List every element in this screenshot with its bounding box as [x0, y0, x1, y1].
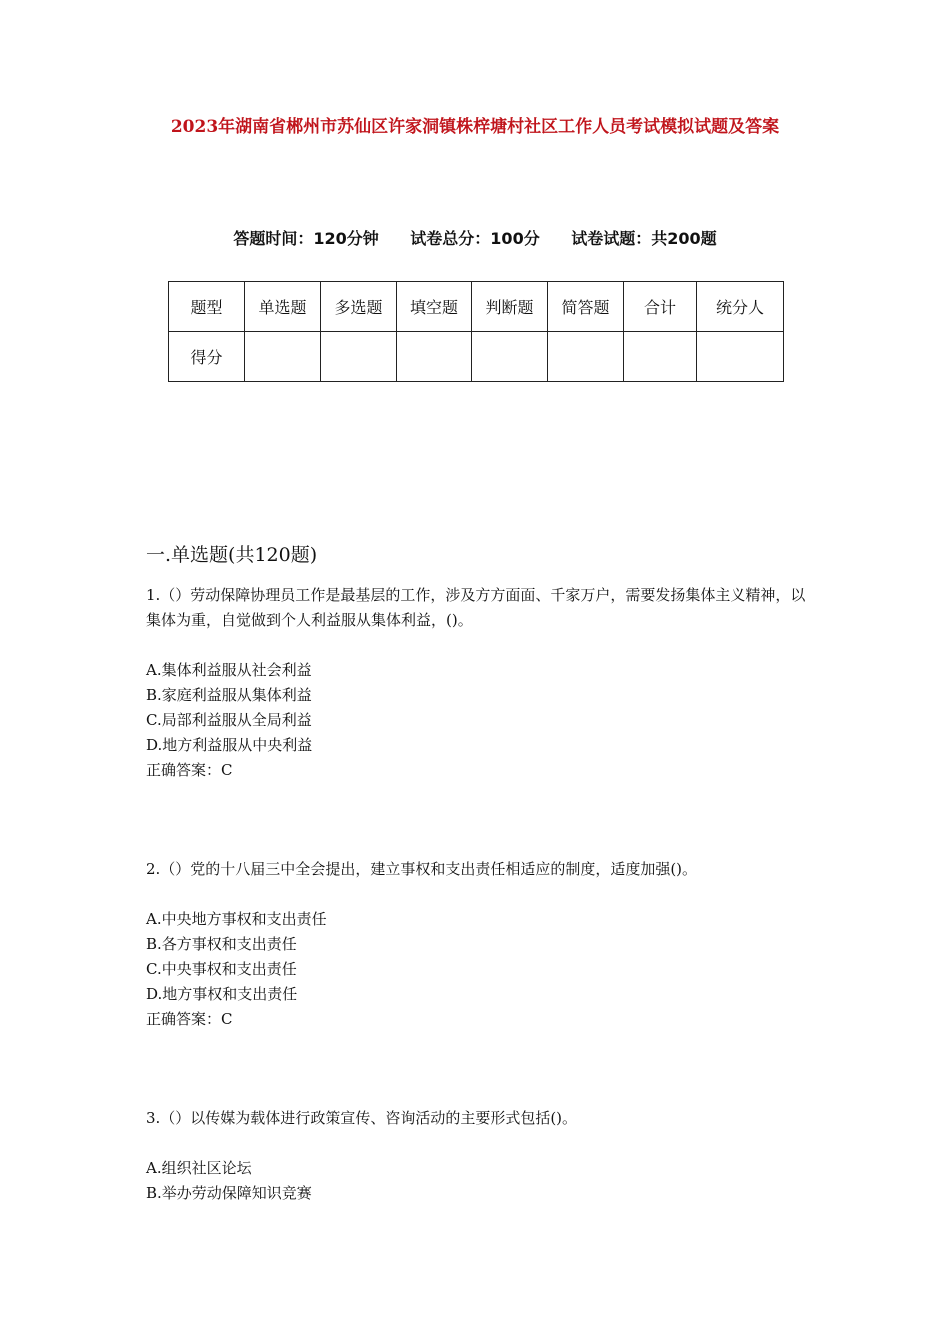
question-stem: 1.（）劳动保障协理员工作是最基层的工作，涉及方方面面、千家万户，需要发扬集体主义精神，以集体为重，自觉做到个人利益服从集体利益，()。 — [146, 586, 806, 629]
correct-answer: 正确答案：C — [146, 1010, 233, 1028]
correct-answer: 正确答案：C — [146, 761, 233, 779]
exam-time: 答题时间：120分钟 — [233, 229, 379, 248]
score-row-label: 得分 — [169, 332, 245, 382]
option-b: B.举办劳动保障知识竞赛 — [146, 1184, 312, 1202]
score-cell — [245, 332, 321, 382]
score-cell — [472, 332, 548, 382]
score-table — [168, 281, 784, 382]
header-cell-short: 简答题 — [548, 282, 624, 332]
header-cell-grader: 统分人 — [697, 282, 784, 332]
option-a: A.集体利益服从社会利益 — [146, 661, 312, 679]
option-c: C.局部利益服从全局利益 — [146, 711, 312, 729]
header-cell-fill: 填空题 — [397, 282, 472, 332]
question-stem: 3.（）以传媒为载体进行政策宣传、咨询活动的主要形式包括()。 — [146, 1109, 578, 1127]
option-a: A.组织社区论坛 — [146, 1159, 252, 1177]
question-3 — [146, 1106, 816, 1206]
document-title: 2023年湖南省郴州市苏仙区许家洞镇株梓塘村社区工作人员考试模拟试题及答案 — [170, 117, 780, 137]
question-stem: 2.（）党的十八届三中全会提出，建立事权和支出责任相适应的制度，适度加强()。 — [146, 860, 698, 878]
option-d: D.地方利益服从中央利益 — [146, 736, 313, 754]
option-b: B.家庭利益服从集体利益 — [146, 686, 312, 704]
question-1 — [146, 583, 816, 783]
header-cell-single: 单选题 — [245, 282, 321, 332]
header-cell-judge: 判断题 — [472, 282, 548, 332]
score-cell — [397, 332, 472, 382]
option-c: C.中央事权和支出责任 — [146, 960, 297, 978]
header-cell-total: 合计 — [624, 282, 697, 332]
exam-meta — [0, 226, 950, 249]
exam-total-score: 试卷总分：100分 — [410, 229, 540, 248]
exam-question-count: 试卷试题：共200题 — [571, 229, 717, 248]
option-d: D.地方事权和支出责任 — [146, 985, 298, 1003]
header-cell-multi: 多选题 — [321, 282, 397, 332]
score-table-header-row — [169, 282, 784, 332]
score-cell — [321, 332, 397, 382]
header-cell-type: 题型 — [169, 282, 245, 332]
question-2 — [146, 857, 816, 1032]
section-title: 一.单选题(共120题) — [146, 544, 318, 566]
score-table-score-row — [169, 332, 784, 382]
option-a: A.中央地方事权和支出责任 — [146, 910, 327, 928]
score-cell — [697, 332, 784, 382]
score-cell — [624, 332, 697, 382]
option-b: B.各方事权和支出责任 — [146, 935, 297, 953]
score-cell — [548, 332, 624, 382]
